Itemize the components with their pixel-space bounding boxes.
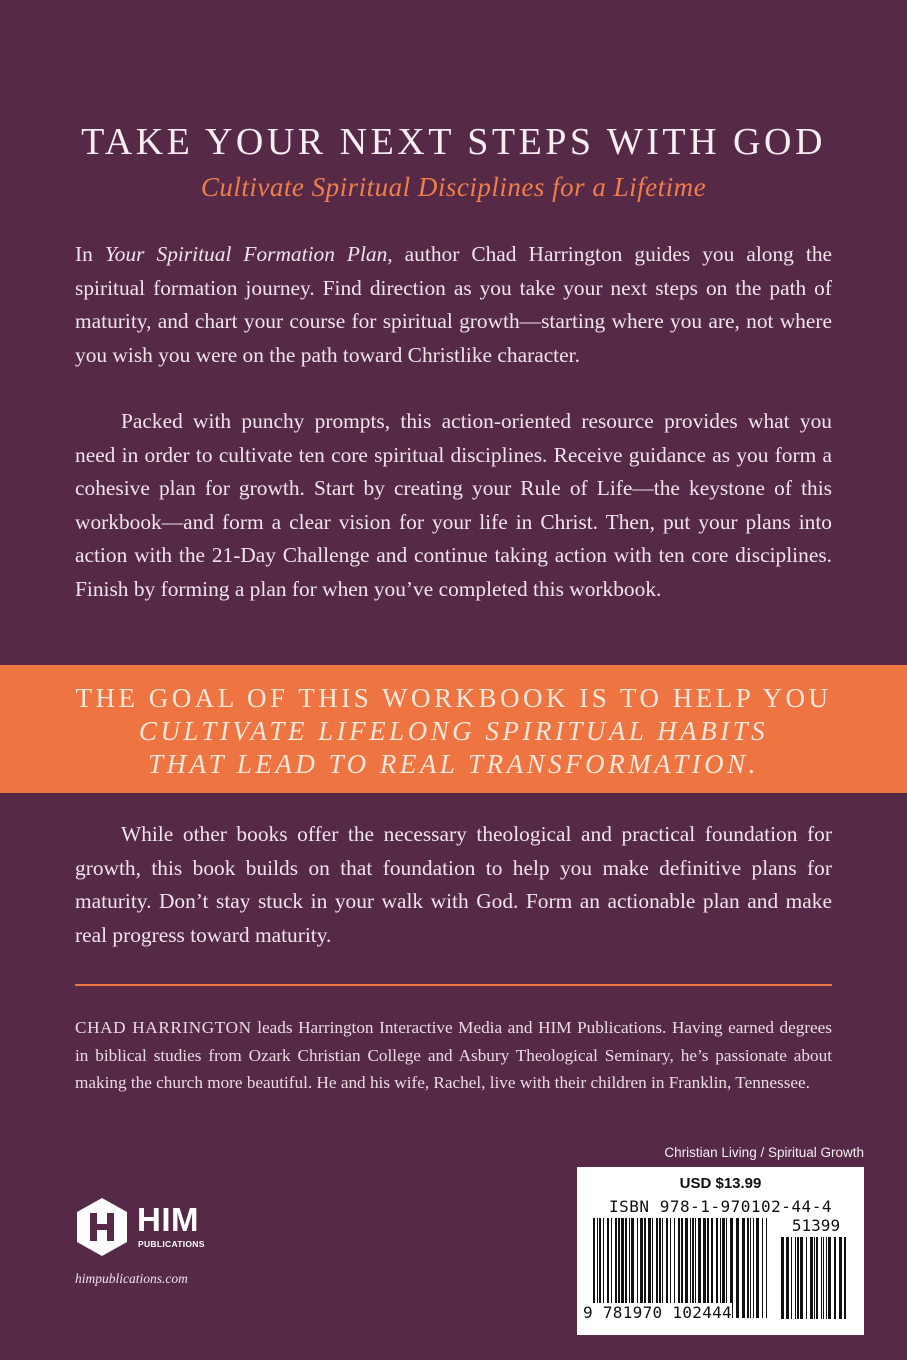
callout-line-1: THE GOAL OF THIS WORKBOOK IS TO HELP YOU — [75, 683, 832, 713]
author-name: CHAD HARRINGTON — [75, 1018, 252, 1037]
isbn-barcode-box — [577, 1167, 864, 1335]
closing-paragraph: While other books offer the necessary theological and practical foundation for growth, this book builds on that foundation to help you make definitive plans for maturity. Don’t stay stuck in your walk with God. Form an actionable plan and make real progress toward maturity. — [75, 822, 832, 947]
description-paragraph: Packed with punchy prompts, this action-oriented resource provides what you need in order to cultivate ten core spiritual disciplines. Receive guidance as you form a cohesive plan for growth. Start by creating your Rule of Life—the keystone of this workbook—and form a clear vision for your life in Christ. Then, put your plans into action with the 21-Day Challenge and continue taking action with ten core disciplines. Finish by forming a plan for when you’ve completed this workbook. — [75, 409, 832, 601]
publisher-logo-subtext: PUBLICATIONS — [138, 1239, 205, 1249]
back-cover-heading: TAKE YOUR NEXT STEPS WITH GOD — [81, 121, 826, 163]
back-cover-subheading: Cultivate Spiritual Disciplines for a Lifetime — [200, 172, 707, 202]
intro-lead: In — [75, 242, 105, 266]
publisher-logo — [75, 1197, 275, 1257]
ean-digits — [583, 1303, 773, 1322]
price-addon-code: 51399 — [791, 1216, 841, 1235]
ean-digits-text: 9 781970 102444 — [583, 1303, 732, 1322]
callout-line-3: THAT LEAD TO REAL TRANSFORMATION. — [148, 749, 759, 779]
section-divider — [75, 984, 832, 986]
book-title: Your Spiritual Formation Plan, — [104, 242, 393, 266]
goal-callout-band — [0, 665, 907, 793]
price-label: USD $13.99 — [679, 1175, 762, 1192]
intro-rest: author Chad Harrington guides you along the spiritual formation journey. Find direction as you take your next steps on the path of maturity, and chart your course for spiritual growth—starting where you are, not where you wish you were on the path toward Christlike character. — [75, 242, 833, 367]
author-bio — [75, 1014, 832, 1097]
him-hexagon-logo-icon — [75, 1197, 129, 1257]
publisher-logo-text: HIM — [137, 1201, 199, 1238]
isbn-label: ISBN 978-1-970102-44-4 — [609, 1197, 832, 1216]
addon-barcode-bars — [781, 1237, 849, 1319]
intro-paragraph — [75, 238, 832, 372]
publisher-website: himpublications.com — [75, 1271, 188, 1286]
category-label: Christian Living / Spiritual Growth — [664, 1145, 864, 1160]
callout-line-2: CULTIVATE LIFELONG SPIRITUAL HABITS — [138, 716, 769, 746]
author-bio-text: leads Harrington Interactive Media and HIM Publications. Having earned degrees in biblical studies from Ozark Christian College and Asbury Theological Seminary, he’s passionate about making the church more beautiful. He and his wife, Rachel, live with their children in Franklin, Tennessee. — [75, 1018, 832, 1092]
